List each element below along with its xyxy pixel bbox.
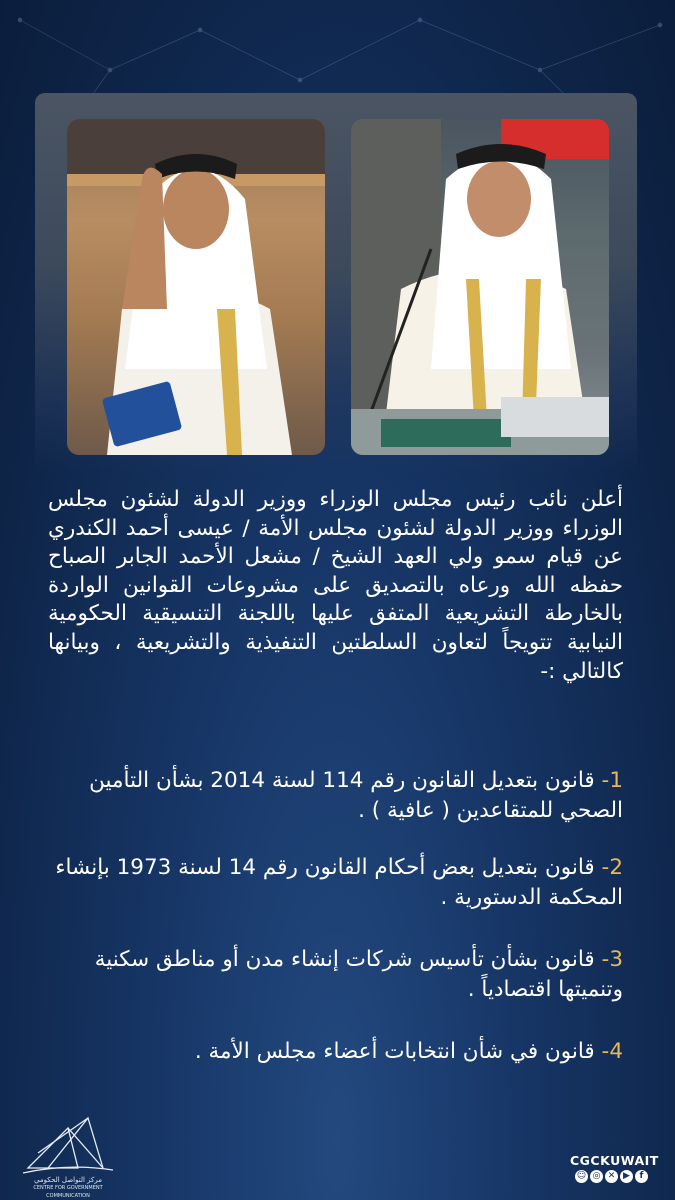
item-text: قانون في شأن انتخابات أعضاء مجلس الأمة . (194, 1039, 602, 1064)
photo-left (67, 119, 325, 455)
announcement-text: أعلن نائب رئيس مجلس الوزراء ووزير الدولة لشئون مجلس الوزراء ووزير الدولة لشئون مجلس الأمة / عيسى أحمد الكندري عن قيام سمو ولي العهد الشيخ / مشعل الأحمد الجابر الصباح حفظه الله ورعاه بالتصديق على مشروعات القوانين الواردة بالخارطة التشريعية المتفق عليها باللجنة التنسيقية الحكومية النيابية تتويجاً لتعاون السلطتين التنفيذية والتشريعية ، وبيانها كالتالي :- (48, 487, 623, 684)
item-number: 1- (601, 768, 623, 793)
snapchat-icon[interactable]: ☺ (576, 1171, 587, 1181)
item-text: قانون بتعديل بعض أحكام القانون رقم 14 لسنة 1973 بإنشاء المحكمة الدستورية . (55, 855, 623, 910)
logo-caption (24, 1176, 112, 1200)
item-number: 3- (601, 947, 623, 972)
x-icon[interactable]: ✕ (605, 1170, 618, 1183)
law-item-4 (48, 1037, 623, 1067)
youtube-icon[interactable]: ▶ (620, 1170, 633, 1183)
law-item-2 (48, 853, 623, 913)
item-number: 4- (601, 1039, 623, 1064)
law-item-1 (48, 766, 623, 826)
social-handle[interactable]: CGCKUWAIT (570, 1153, 659, 1168)
item-number: 2- (601, 855, 623, 880)
logo-english: CENTRE FOR GOVERNMENT COMMUNICATION (33, 1185, 103, 1199)
social-icons (575, 1170, 648, 1183)
item-text: قانون بتعديل القانون رقم 114 لسنة 2014 بشأن التأمين الصحي للمتقاعدين ( عافية ) . (89, 768, 623, 823)
item-text: قانون بشأن تأسيس شركات إنشاء مدن أو مناطق سكنية وتنميتها اقتصادياً . (94, 947, 623, 1002)
facebook-icon[interactable]: f (635, 1170, 648, 1183)
logo-arabic: مركز التواصل الحكومي (34, 1176, 102, 1184)
photo-right (351, 119, 609, 455)
instagram-icon[interactable]: ◎ (590, 1170, 603, 1183)
law-item-3 (48, 945, 623, 1005)
